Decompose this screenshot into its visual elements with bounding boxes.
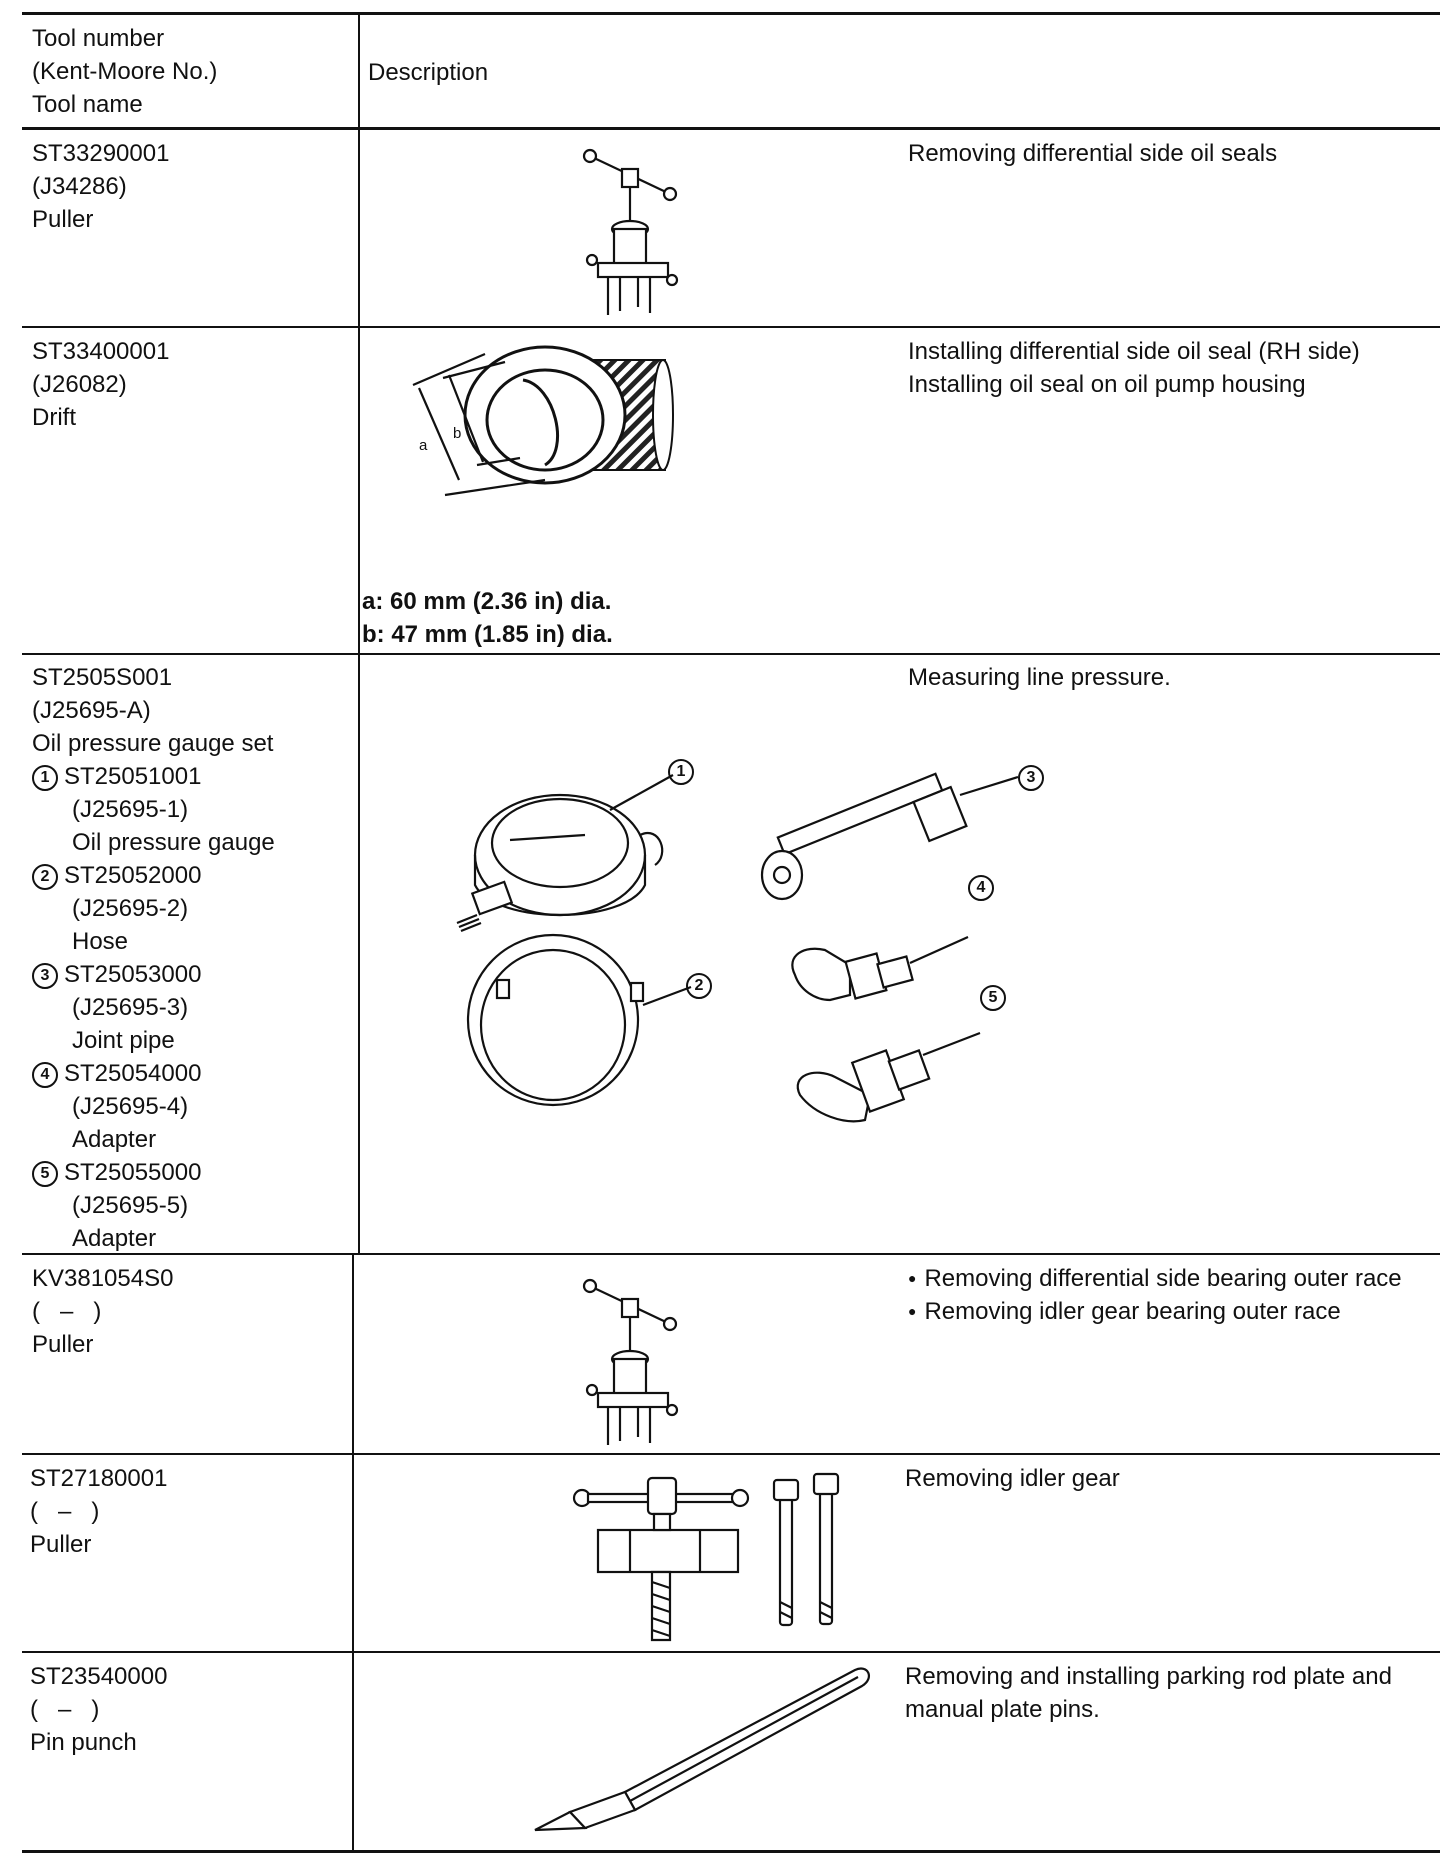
kent-moore-number: ( – ): [30, 1696, 100, 1723]
oil-pressure-gauge-set-icon: [455, 755, 1055, 1135]
component-3-km: (J25695-3): [72, 994, 189, 1021]
component-5-name: Adapter: [72, 1225, 157, 1252]
drift-dimensions: [362, 585, 613, 651]
puller-icon: [580, 145, 690, 320]
tool-info: [32, 335, 169, 434]
tool-name: Puller: [32, 206, 94, 233]
component-5: 5 ST25055000: [32, 1156, 275, 1189]
description-line: ● Removing differential side bearing outer race: [908, 1262, 1402, 1295]
kent-moore-number: (J34286): [32, 173, 127, 200]
tool-info: [32, 1262, 173, 1361]
component-3-name: Joint pipe: [72, 1027, 175, 1054]
component-4-km: (J25695-4): [72, 1093, 189, 1120]
drift-icon: [405, 340, 685, 515]
tool-number: ST23540000: [30, 1663, 168, 1690]
gear-puller-icon: [570, 1470, 860, 1645]
component-3: 3 ST25053000: [32, 958, 275, 991]
tool-info: [30, 1462, 167, 1561]
component-2-name: Hose: [72, 928, 129, 955]
description-line: Removing differential side oil seals: [908, 140, 1278, 167]
puller-icon: [580, 1275, 690, 1450]
description-line: manual plate pins.: [905, 1696, 1100, 1723]
table-bottom-rule: [22, 1850, 1440, 1853]
component-2: 2 ST25052000: [32, 859, 275, 892]
kent-moore-number: ( – ): [30, 1498, 100, 1525]
tool-number: KV381054S0: [32, 1265, 174, 1292]
column-divider: [358, 12, 360, 1253]
tool-name: Oil pressure gauge set: [32, 730, 274, 757]
tool-info: [32, 137, 169, 236]
component-2-km: (J25695-2): [72, 895, 189, 922]
header-bottom-rule: [22, 127, 1440, 130]
component-4: 4 ST25054000: [32, 1057, 275, 1090]
description-line: Installing differential side oil seal (RH side): [908, 338, 1360, 365]
pin-punch-icon: [530, 1660, 875, 1835]
dimension-a: a: 60 mm (2.36 in) dia.: [362, 588, 612, 615]
row-divider: [22, 326, 1440, 328]
tool-name: Pin punch: [30, 1729, 137, 1756]
tool-description: [905, 1660, 1392, 1726]
tool-info: [32, 661, 275, 1255]
component-1-km: (J25695-1): [72, 796, 189, 823]
component-4-name: Adapter: [72, 1126, 157, 1153]
component-1: 1 ST25051001: [32, 760, 275, 793]
dimension-b: b: 47 mm (1.85 in) dia.: [362, 621, 613, 648]
dim-label-b: b: [453, 425, 462, 442]
header-kent-moore: (Kent-Moore No.): [32, 58, 218, 85]
dim-label-a: a: [419, 437, 428, 454]
component-1-name: Oil pressure gauge: [72, 829, 275, 856]
row-divider: [22, 1651, 1440, 1653]
table-top-rule: [22, 12, 1440, 15]
tool-description: [908, 335, 1360, 401]
description-line: Measuring line pressure.: [908, 664, 1171, 691]
callout-1: 1: [668, 754, 700, 787]
tool-name: Drift: [32, 404, 76, 431]
column-divider: [352, 1253, 354, 1850]
row-divider: [22, 653, 1440, 655]
description-line: Removing and installing parking rod plate and: [905, 1663, 1392, 1690]
header-tool-column: [32, 22, 217, 121]
row-divider: [22, 1453, 1440, 1455]
tool-description: [908, 137, 1277, 170]
callout-3: 3: [1018, 760, 1050, 793]
header-tool-number: Tool number: [32, 25, 165, 52]
tool-description: [908, 1262, 1402, 1328]
tool-name: Puller: [30, 1531, 92, 1558]
kent-moore-number: (J25695-A): [32, 697, 151, 724]
tool-number: ST2505S001: [32, 664, 173, 691]
tool-description: [905, 1462, 1120, 1495]
callout-4: 4: [968, 870, 1000, 903]
tool-number: ST33400001: [32, 338, 170, 365]
header-tool-name: Tool name: [32, 91, 143, 118]
header-description: Description: [368, 59, 489, 86]
component-5-km: (J25695-5): [72, 1192, 189, 1219]
description-line: Removing idler gear: [905, 1465, 1120, 1492]
tool-description: [908, 661, 1171, 694]
description-line: Installing oil seal on oil pump housing: [908, 371, 1306, 398]
callout-2: 2: [686, 968, 718, 1001]
callout-5: 5: [980, 980, 1012, 1013]
tool-name: Puller: [32, 1331, 94, 1358]
tool-info: [30, 1660, 167, 1759]
kent-moore-number: ( – ): [32, 1298, 102, 1325]
description-line: ● Removing idler gear bearing outer race: [908, 1295, 1402, 1328]
tool-number: ST27180001: [30, 1465, 168, 1492]
tool-number: ST33290001: [32, 140, 170, 167]
kent-moore-number: (J26082): [32, 371, 127, 398]
